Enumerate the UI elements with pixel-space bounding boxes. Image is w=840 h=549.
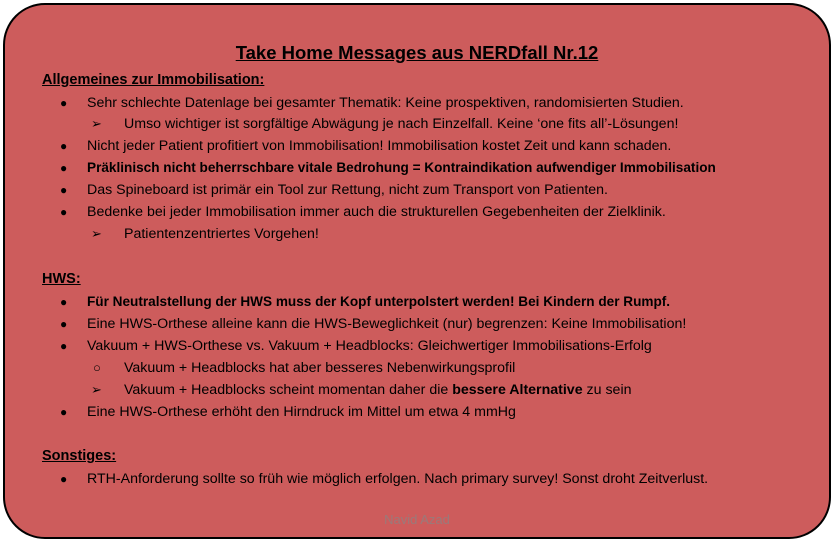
list-item-text: Bedenke bei jeder Immobilisation immer auch die strukturellen Gegebenheiten der Zielklinik. bbox=[87, 204, 666, 220]
section-heading-hws: HWS: bbox=[42, 271, 81, 287]
list-item-text: Umso wichtiger ist sorgfältige Abwägung je nach Einzelfall. Keine ‘one fits all’-Lösungen! bbox=[124, 116, 679, 132]
bullet-circle: ○ bbox=[93, 360, 101, 375]
take-home-card bbox=[3, 3, 831, 539]
list-item-text: Vakuum + HWS-Orthese vs. Vakuum + Headblocks: Gleichwertiger Immobilisations-Erfolg bbox=[87, 338, 652, 354]
list-item-text: RTH-Anforderung sollte so früh wie möglich erfolgen. Nach primary survey! Sonst droht Zeitverlust. bbox=[87, 471, 709, 487]
bullet-dot: ● bbox=[60, 295, 68, 309]
bullet-dot: ● bbox=[60, 317, 68, 331]
list-item-text: Nicht jeder Patient profitiert von Immobilisation! Immobilisation kostet Zeit und kann schaden. bbox=[87, 138, 672, 154]
list-item-text: Für Neutralstellung der HWS muss der Kopf unterpolstert werden! Bei Kindern der Rumpf. bbox=[87, 294, 671, 309]
section-heading-immobilisation: Allgemeines zur Immobilisation: bbox=[42, 72, 265, 88]
bullet-dot: ● bbox=[60, 161, 68, 175]
list-item-text-start: Vakuum + Headblocks scheint momentan daher die bbox=[124, 382, 453, 398]
list-item-text: Eine HWS-Orthese alleine kann die HWS-Beweglichkeit (nur) begrenzen: Keine Immobilisation! bbox=[87, 316, 687, 332]
list-item-text: Präklinisch nicht beherrschbare vitale Bedrohung = Kontraindikation aufwendiger Immobilisation bbox=[87, 160, 716, 175]
list-item-text-emphasis: bessere Alternative bbox=[452, 382, 583, 398]
page-title: Take Home Messages aus NERDfall Nr.12 bbox=[235, 42, 599, 63]
bullet-dot: ● bbox=[60, 405, 68, 419]
bullet-dot: ● bbox=[60, 183, 68, 197]
list-item-text: Das Spineboard ist primär ein Tool zur Rettung, nicht zum Transport von Patienten. bbox=[87, 182, 609, 198]
list-item-text: Sehr schlechte Datenlage bei gesamter Thematik: Keine prospektiven, randomisierten Studien. bbox=[87, 95, 684, 111]
bullet-arrow: ➢ bbox=[91, 116, 102, 131]
bullet-dot: ● bbox=[60, 472, 68, 486]
bullet-dot: ● bbox=[60, 139, 68, 153]
list-item-text: Eine HWS-Orthese erhöht den Hirndruck im Mittel um etwa 4 mmHg bbox=[87, 404, 516, 420]
bullet-dot: ● bbox=[60, 96, 68, 110]
list-item-text: Patientenzentriertes Vorgehen! bbox=[124, 226, 319, 242]
author-footer: Navid Azad bbox=[384, 512, 450, 527]
list-item-text bbox=[124, 381, 632, 399]
bullet-arrow: ➢ bbox=[91, 226, 102, 241]
list-item-text-end: zu sein bbox=[582, 382, 632, 398]
bullet-dot: ● bbox=[60, 205, 68, 219]
list-item-text: Vakuum + Headblocks hat aber besseres Nebenwirkungsprofil bbox=[124, 360, 516, 376]
bullet-dot: ● bbox=[60, 339, 68, 353]
bullet-arrow: ➢ bbox=[91, 382, 102, 397]
section-heading-sonstiges: Sonstiges: bbox=[42, 448, 117, 464]
